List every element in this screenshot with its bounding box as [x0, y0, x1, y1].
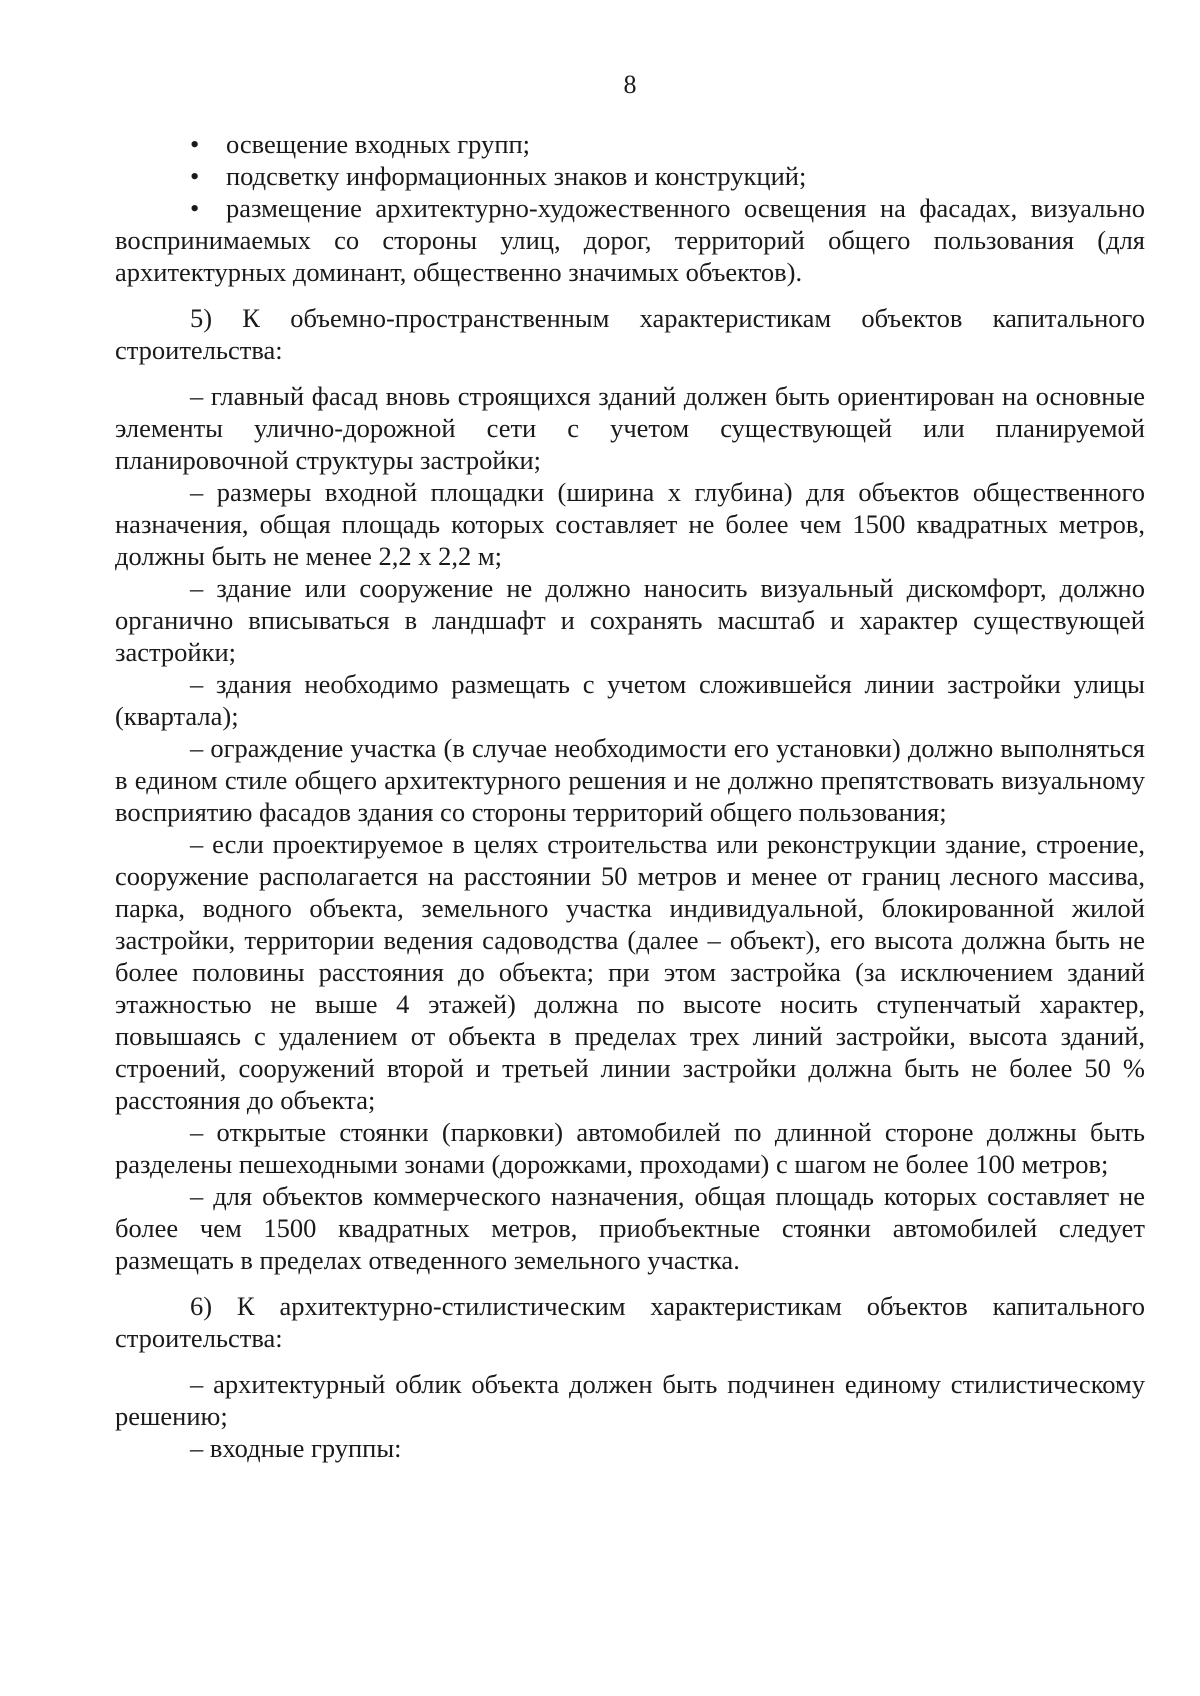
list-item: – входные группы: [190, 1433, 402, 1463]
list-item: – ограждение участка (в случае необходимости его установки) должно выполняться в едином стиле общего архитектурного решения и не должно препятствовать визуальному восприятию фасадов здания со стороны территорий общего пользования; [115, 733, 1145, 827]
section-5-heading: 5) К объемно-пространственным характеристикам объектов капитального строительства: [115, 303, 1145, 365]
document-body [115, 128, 1145, 1464]
list-item: – если проектируемое в целях строительства или реконструкции здание, строение, сооружение располагается на расстоянии 50 метров и менее от границ лесного массива, парка, водного объекта, земельного участка индивидуальной, блокированной жилой застройки, территории ведения садоводства (далее – объект), его высота должна быть не более половины расстояния до объекта; при этом застройка (за исключением зданий этажностью не выше 4 этажей) должна по высоте носить ступенчатый характер, повышаясь с удалением от объекта в пределах трех линий застройки, высота зданий, строений, сооружений второй и третьей линии застройки должна быть не более 50 % расстояния до объекта; [115, 829, 1145, 1115]
bullet-text: размещение архитектурно-художественного освещения на фасадах, визуально воспринимаемых со стороны улиц, дорог, территорий общего пользования (для архитектурных доминант, общественно значимых объектов). [115, 193, 1145, 287]
bullet-text: подсветку информационных знаков и конструкций; [226, 161, 807, 191]
bullet-marker: • [190, 129, 200, 159]
list-item: – архитектурный облик объекта должен быть подчинен единому стилистическому решению; [115, 1369, 1145, 1431]
bullet-item [115, 192, 1145, 288]
list-item: – здания необходимо размещать с учетом сложившейся линии застройки улицы (квартала); [115, 669, 1145, 731]
bullet-item [115, 160, 1145, 192]
list-item: – открытые стоянки (парковки) автомобилей по длинной стороне должны быть разделены пешеходными зонами (дорожками, проходами) с шагом не более 100 метров; [115, 1117, 1145, 1179]
bullet-marker: • [190, 161, 200, 191]
bullet-item [115, 128, 1145, 160]
section-6-heading: 6) К архитектурно-стилистическим характеристикам объектов капитального строительства: [115, 1291, 1145, 1353]
list-item: – размеры входной площадки (ширина х глубина) для объектов общественного назначения, общая площадь которых составляет не более чем 1500 квадратных метров, должны быть не менее 2,2 х 2,2 м; [115, 477, 1145, 571]
page-number: 8 [623, 70, 637, 99]
list-item: – главный фасад вновь строящихся зданий должен быть ориентирован на основные элементы улично-дорожной сети с учетом существующей или планируемой планировочной структуры застройки; [115, 381, 1145, 475]
bullet-marker: • [190, 193, 200, 223]
list-item: – для объектов коммерческого назначения, общая площадь которых составляет не более чем 1500 квадратных метров, приобъектные стоянки автомобилей следует размещать в пределах отведенного земельного участка. [115, 1181, 1145, 1275]
list-item: – здание или сооружение не должно наносить визуальный дискомфорт, должно органично вписываться в ландшафт и сохранять масштаб и характер существующей застройки; [115, 573, 1145, 667]
bullet-text: освещение входных групп; [226, 129, 531, 159]
